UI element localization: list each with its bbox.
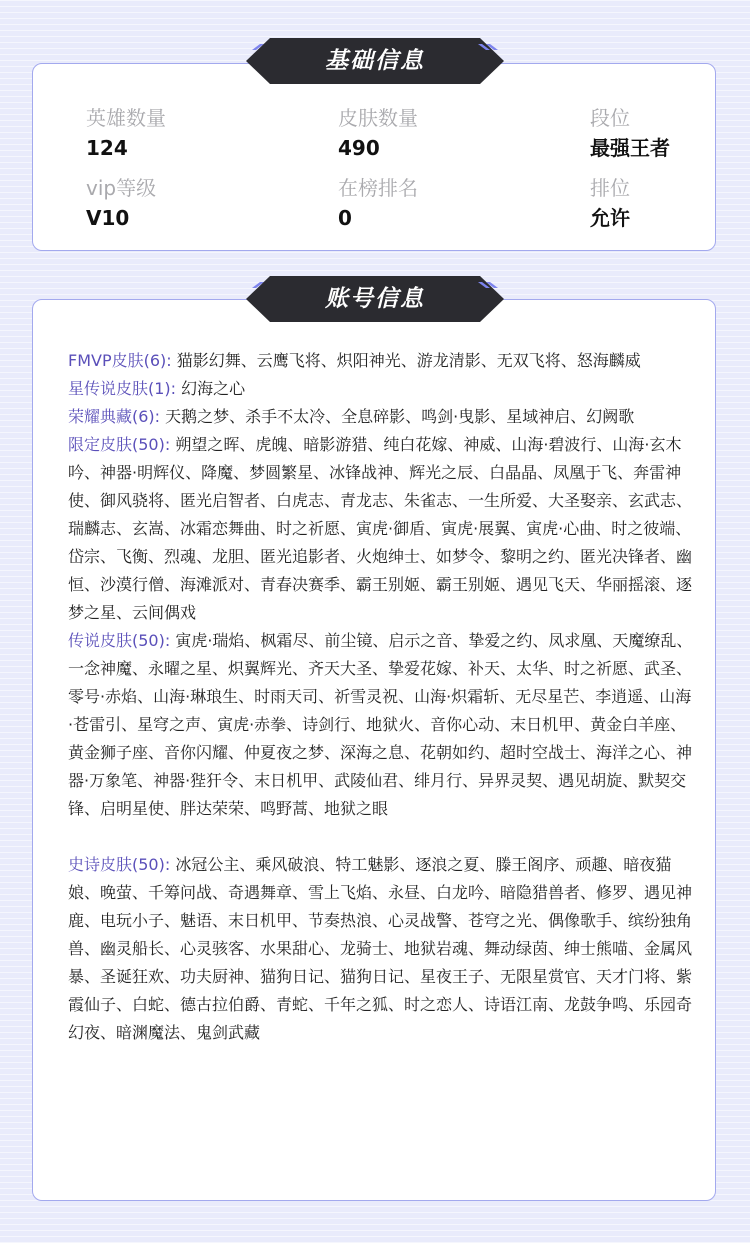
stat-label: 英雄数量 — [86, 106, 166, 130]
stat-value: 最强王者 — [590, 136, 670, 160]
account-info-title: 账号信息 — [325, 286, 425, 312]
skin-group-epic — [68, 851, 694, 1047]
skin-items: 寅虎·瑞焰、枫霜尽、前尘镜、启示之音、挚爱之约、凤求凰、天魔缭乱、一念神魔、永曜之星、炽翼辉光、齐天大圣、挚爱花嫁、补天、太华、时之祈愿、武圣、零号·赤焰、山海·琳琅生、时雨天司、祈雪灵祝、山海·炽霜斩、无尽星芒、李逍遥、山海·苍雷引、星穹之声、寅虎·赤拳、诗剑行、地狱火、音你心动、末日机甲、黄金白羊座、黄金狮子座、音你闪耀、仲夏夜之梦、深海之息、花朝如约、超时空战士、海洋之心、神器·万象笔、神器·狴犴令、末日机甲、武陵仙君、绯月行、异界灵契、遇见胡旋、默契交锋、启明星使、胖达荣荣、鸣野蒿、地狱之眼 — [68, 631, 693, 818]
stat-ranking — [590, 173, 750, 233]
skin-category: 史诗皮肤(50): — [68, 855, 171, 874]
stat-value: 124 — [86, 136, 128, 160]
skin-group-fmvp — [68, 347, 694, 375]
stat-leaderboard — [338, 173, 538, 233]
skin-items: 朔望之晖、虎魄、暗影游猎、纯白花嫁、神威、山海·碧波行、山海·玄木吟、神器·明辉仪、降魔、梦圆繁星、冰锋战神、辉光之辰、白晶晶、凤凰于飞、奔雷神使、御风骁将、匿光启智者、白虎志、青龙志、朱雀志、一生所爱、大圣娶亲、玄武志、瑞麟志、玄嵩、冰霜恋舞曲、时之祈愿、寅虎·御盾、寅虎·展翼、寅虎·心曲、时之彼端、岱宗、飞衡、烈魂、龙胆、匿光追影者、火炮绅士、如梦令、黎明之约、匿光决锋者、幽恒、沙漠行僧、海滩派对、青春决赛季、霸王别姬、霸王别姬、遇见飞天、华丽摇滚、逐梦之星、云间偶戏 — [68, 435, 693, 622]
skin-group-legend — [68, 627, 694, 823]
spacer — [68, 823, 694, 851]
stat-label: 在榜排名 — [338, 176, 418, 200]
stat-value: 0 — [338, 206, 352, 230]
skin-category: 星传说皮肤(1): — [68, 379, 177, 398]
stat-value: V10 — [86, 206, 130, 230]
stat-hero-count — [86, 103, 286, 163]
skin-list — [68, 347, 694, 1047]
stat-value: 490 — [338, 136, 380, 160]
stat-vip — [86, 173, 286, 233]
skin-items: 猫影幻舞、云鹰飞将、炽阳神光、游龙清影、无双飞将、怒海麟威 — [176, 351, 641, 370]
skin-items: 幻海之心 — [181, 379, 246, 398]
skin-category: 传说皮肤(50): — [68, 631, 171, 650]
stat-label: 段位 — [590, 106, 630, 130]
stat-value: 允许 — [590, 206, 630, 230]
skin-category: FMVP皮肤(6): — [68, 351, 172, 370]
stat-skin-count — [338, 103, 538, 163]
skin-items: 天鹅之梦、杀手不太冷、全息碎影、鸣剑·曳影、星域神启、幻阙歌 — [165, 407, 635, 426]
stat-label: 皮肤数量 — [338, 106, 418, 130]
skin-group-limited — [68, 431, 694, 627]
skin-category: 荣耀典藏(6): — [68, 407, 161, 426]
basic-info-banner — [246, 38, 504, 84]
stat-label: 排位 — [590, 176, 630, 200]
stat-label: vip等级 — [86, 176, 157, 200]
skin-category: 限定皮肤(50): — [68, 435, 171, 454]
skin-group-star-legend — [68, 375, 694, 403]
skin-group-glory-collection — [68, 403, 694, 431]
basic-info-title: 基础信息 — [325, 48, 425, 74]
account-info-banner — [246, 276, 504, 322]
stat-rank — [590, 103, 750, 163]
skin-items: 冰冠公主、乘风破浪、特工魅影、逐浪之夏、滕王阁序、顽趣、暗夜猫娘、晚萤、千筹问战、奇遇舞章、雪上飞焰、永昼、白龙吟、暗隐猎兽者、修罗、遇见神鹿、电玩小子、魅语、末日机甲、节奏热浪、心灵战警、苍穹之光、偶像歌手、缤纷独角兽、幽灵船长、心灵骇客、水果甜心、龙骑士、地狱岩魂、舞动绿茵、绅士熊喵、金属风暴、圣诞狂欢、功夫厨神、猫狗日记、猫狗日记、星夜王子、无限星赏官、天才门将、紫霞仙子、白蛇、德古拉伯爵、青蛇、千年之狐、时之恋人、诗语江南、龙鼓争鸣、乐园奇幻夜、暗渊魔法、鬼剑武藏 — [68, 855, 693, 1042]
